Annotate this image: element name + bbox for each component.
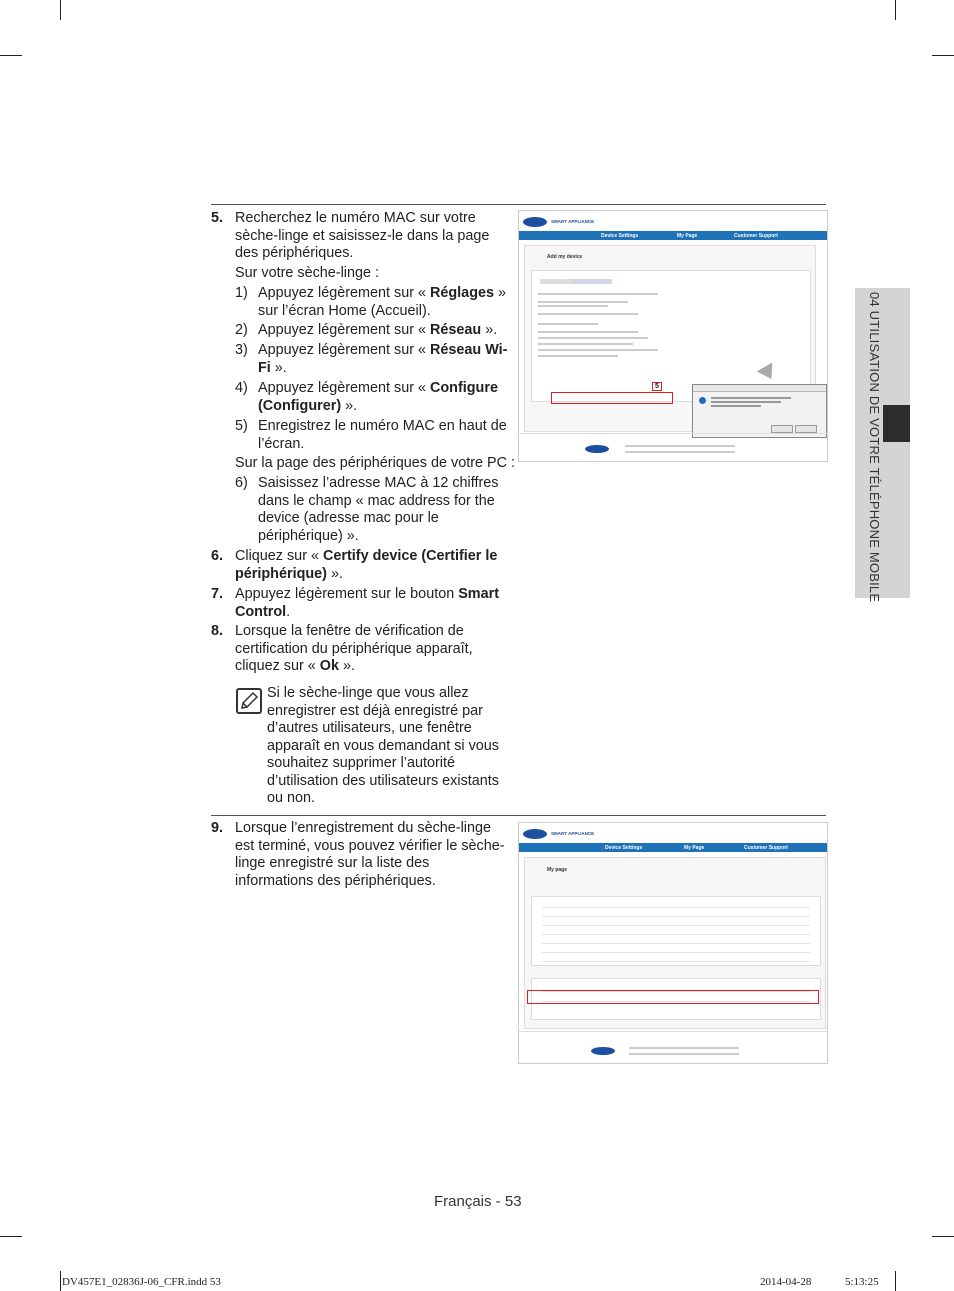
substep-number: 2)	[235, 322, 248, 338]
page-title: Add my device	[547, 254, 583, 260]
substep-4	[235, 380, 515, 415]
note-pencil-icon	[236, 688, 262, 714]
substep-text: Enregistrez le numéro MAC en haut de l’écran.	[258, 418, 507, 452]
note-text: Si le sèche-linge que vous allez enregistrer est déjà enregistré par d’autres utilisateurs, une fenêtre apparaît en vous demandant si vous souhaitez supprimer l’autorité d’utilisation des utilisateurs existants ou non.	[267, 685, 499, 806]
step-number: 8.	[211, 623, 224, 639]
top-rule	[211, 204, 826, 205]
file-slug: DV457E1_02836J-06_CFR.indd 53	[62, 1276, 221, 1288]
chapter-marker	[883, 405, 910, 442]
registered-device-highlight	[527, 990, 819, 1004]
substep-text: Saisissez l’adresse MAC à 12 chiffres dans le champ « mac address for the device (adresse mac pour le périphérique) ».	[258, 475, 499, 544]
crop-mark	[932, 1236, 954, 1237]
substep-number: 3)	[235, 342, 248, 358]
cancel-button	[795, 425, 817, 433]
step-number: 9.	[211, 820, 224, 836]
samsung-footer-logo	[591, 1047, 615, 1055]
step-6	[211, 548, 511, 583]
step-8	[211, 623, 511, 676]
step-number: 6.	[211, 548, 224, 564]
crop-mark	[895, 0, 896, 20]
substep-2	[235, 322, 515, 340]
substep-number: 6)	[235, 475, 248, 491]
on-dryer-label: Sur votre sèche-linge :	[235, 265, 379, 281]
mac-input-highlight	[551, 392, 673, 404]
crop-mark	[895, 1271, 896, 1291]
brand-name: SMART APPLIANCE	[551, 831, 595, 836]
info-box	[531, 270, 811, 402]
nav-customer-support: Customer Support	[744, 845, 788, 851]
user-info-table	[531, 896, 821, 966]
callout-number: 5	[652, 382, 662, 391]
crop-mark	[0, 55, 22, 56]
crop-mark	[0, 1236, 22, 1237]
page-number: Français - 53	[434, 1193, 522, 1210]
substep-number: 5)	[235, 418, 248, 434]
step-5	[211, 210, 511, 263]
brand-name: SMART APPLIANCE	[551, 219, 595, 224]
nav-bar	[519, 843, 827, 852]
nav-customer-support: Customer Support	[734, 233, 778, 239]
step-text: Cliquez sur « Certify device (Certifier le périphérique) ».	[235, 548, 498, 582]
chapter-label: 04 UTILISATION DE VOTRE TÉLÉPHONE MOBILE	[867, 292, 882, 603]
mid-rule	[211, 815, 826, 816]
step-text: Recherchez le numéro MAC sur votre sèche-linge et saisissez-le dans la page des périphériques.	[235, 210, 490, 261]
substep-6	[235, 475, 515, 545]
substep-1	[235, 285, 515, 320]
substep-text: Appuyez légèrement sur « Configure (Configurer) ».	[258, 380, 498, 414]
step-text: Appuyez légèrement sur le bouton Smart Control.	[235, 586, 499, 620]
substep-5	[235, 418, 515, 453]
crop-mark	[932, 55, 954, 56]
print-date: 2014-04-28	[760, 1276, 812, 1288]
nav-bar	[519, 231, 827, 240]
step-number: 7.	[211, 586, 224, 602]
screenshot-add-device	[518, 210, 828, 462]
step-text: Lorsque l’enregistrement du sèche-linge est terminé, vous pouvez vérifier le sèche-linge enregistré sur la liste des informations des périphériques.	[235, 820, 505, 889]
substep-number: 4)	[235, 380, 248, 396]
crop-mark	[60, 1271, 61, 1291]
step-9	[211, 820, 511, 890]
print-time: 5:13:25	[845, 1276, 879, 1288]
crop-mark	[60, 0, 61, 20]
nav-my-page: My Page	[684, 845, 705, 851]
samsung-footer-logo	[585, 445, 609, 453]
step-7	[211, 586, 511, 621]
nav-device-settings: Device Settings	[601, 233, 639, 239]
step-number: 5.	[211, 210, 224, 226]
ok-button	[771, 425, 793, 433]
step-text: Lorsque la fenêtre de vérification de certification du périphérique apparaît, cliquez sur « Ok ».	[235, 623, 473, 674]
screenshot-my-page	[518, 822, 828, 1064]
on-pc-label: Sur la page des périphériques de votre PC :	[235, 455, 515, 471]
substep-text: Appuyez légèrement sur « Réseau ».	[258, 322, 498, 338]
nav-device-settings: Device Settings	[605, 845, 643, 851]
samsung-logo	[523, 217, 547, 227]
substep-text: Appuyez légèrement sur « Réseau Wi-Fi ».	[258, 342, 508, 376]
nav-my-page: My Page	[677, 233, 698, 239]
substep-3	[235, 342, 515, 377]
substep-text: Appuyez légèrement sur « Réglages » sur l’écran Home (Accueil).	[258, 285, 507, 319]
substep-number: 1)	[235, 285, 248, 301]
page-title: My page	[547, 867, 568, 873]
question-icon	[699, 397, 706, 404]
confirmation-dialog	[692, 384, 827, 438]
samsung-logo	[523, 829, 547, 839]
